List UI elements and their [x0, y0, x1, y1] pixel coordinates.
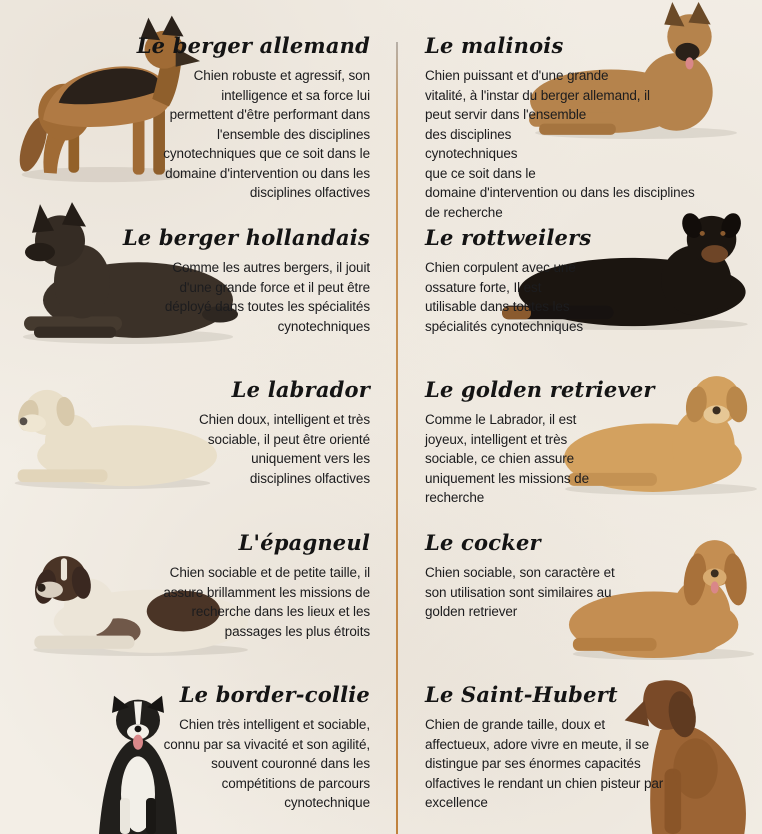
breed-title: Le border-collie: [179, 682, 370, 707]
breed-description: Chien sociable et de petite taille, il assure brillamment les missions de recherche dans les lieux et les passages les plus étroits: [163, 565, 370, 639]
breed-description: Chien robuste et agressif, son intelligence et sa force lui permettent d'être performant dans l'ensemble des disciplines cynotechniques que ce soit dans le domaine d'intervention ou dans les disciplines olfactives: [163, 68, 370, 200]
labrador-photo: [0, 383, 220, 491]
breed-description-text: Chien puissant et d'une grande vitalité, à l'instar du berger allemand, il peut servir dans l'ensemble des disciplines cynotechniques que ce soit dans le domaine d'intervention ou dans les disciplines de recherche: [425, 68, 695, 220]
breed-description: Comme le Labrador, il est joyeux, intelligent et très sociable, ce chien assure uniquement les missions de recherche: [425, 412, 589, 505]
breed-description: Chien sociable, son caractère et son utilisation sont similaires au golden retriever: [425, 565, 615, 619]
breed-description: Chien corpulent avec une ossature forte, Il est utilisable dans toutes les spécialités cynotechniques: [425, 260, 583, 334]
breed-title: Le golden retriever: [425, 377, 655, 402]
breed-title: L'épagneul: [238, 530, 370, 555]
text-wrap-spacer: [652, 66, 707, 106]
breed-title: Le Saint-Hubert: [425, 682, 618, 707]
breed-description: Chien doux, intelligent et très sociable, il peut être orienté uniquement vers les disciplines olfactives: [198, 412, 370, 486]
breed-title: Le malinois: [425, 33, 564, 58]
breed-description: Chien de grande taille, doux et affectueux, adore vivre en meute, il se distingue par ses énormes capacités olfactives le rendant un chien pisteur par excellence: [425, 717, 664, 810]
breed-title: Le berger hollandais: [122, 225, 370, 250]
breed-description: Comme les autres bergers, il jouit d'une grande force et il peut être déployé dans toutes les spécialités cynotechniques: [164, 260, 370, 334]
breed-title: Le cocker: [425, 530, 541, 555]
text-wrap-spacer: [599, 106, 707, 126]
breed-title: Le labrador: [231, 377, 370, 402]
breed-title: Le rottweilers: [425, 225, 592, 250]
column-divider-line: [396, 42, 398, 834]
breed-description: [425, 66, 707, 222]
breed-description: Chien très intelligent et sociable, connu par sa vivacité et son agilité, souvent couronné dans les compétitions de parcours cynotechnique: [163, 717, 370, 810]
breed-title: Le berger allemand: [136, 33, 370, 58]
text-wrap-spacer: [539, 126, 707, 166]
